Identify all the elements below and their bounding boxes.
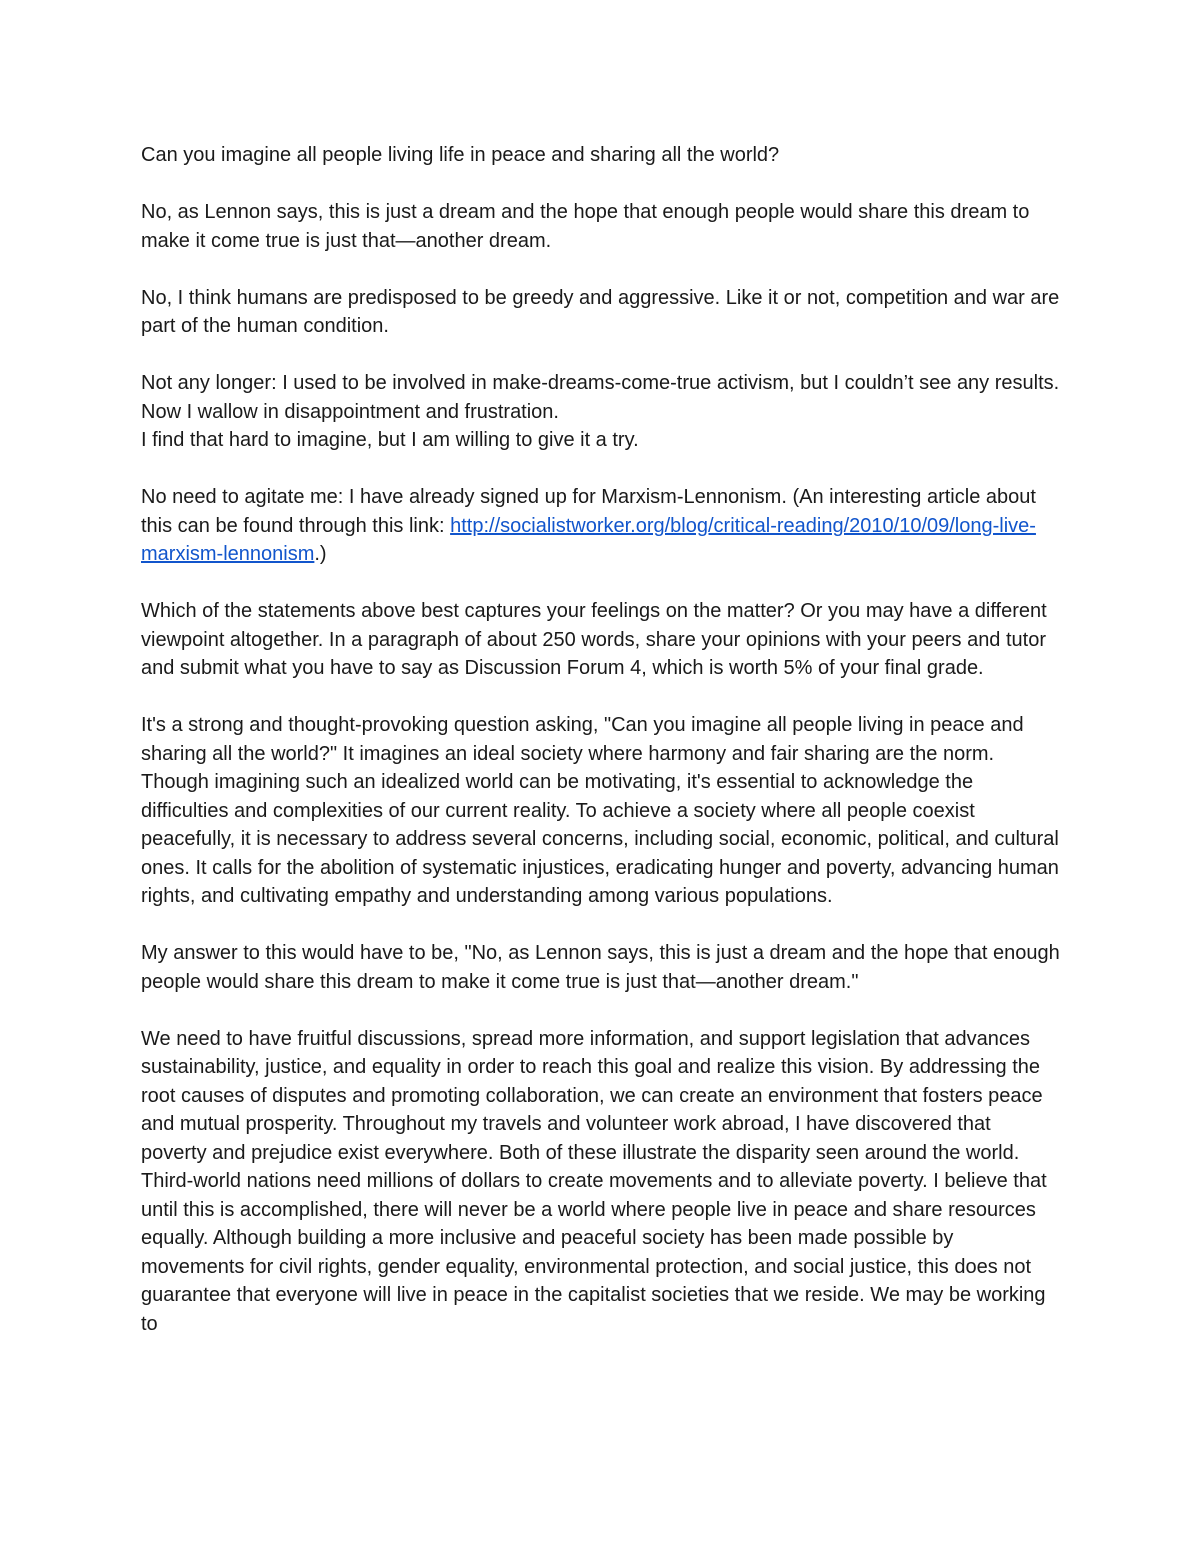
instructions-paragraph: Which of the statements above best captures your feelings on the matter? Or you may have a different viewpoint altogether. In a paragraph of about 250 words, share your opinions with your peers and tutor and submit what you have to say as Discussion Forum 4, which is worth 5% of your final grade. xyxy=(141,600,1047,679)
option-human-nature-paragraph: No, I think humans are predisposed to be greedy and aggressive. Like it or not, competition and war are part of the human condition. xyxy=(141,286,1060,337)
option-lennon-dream-paragraph: No, as Lennon says, this is just a dream and the hope that enough people would share this dream to make it come true is just that—another dream. xyxy=(141,201,1030,252)
question-paragraph: Can you imagine all people living life in peace and sharing all the world? xyxy=(141,144,780,166)
response-body-paragraph: We need to have fruitful discussions, spread more information, and support legislation that advances sustainability, justice, and equality in order to reach this goal and realize this vision. By addressing the root causes of disputes and promoting collaboration, we can create an environment that fosters peace and mutual prosperity. Throughout my travels and volunteer work abroad, I have discovered that poverty and prejudice exist everywhere. Both of these illustrate the disparity seen around the world. Third-world nations need millions of dollars to create movements and to alleviate poverty. I believe that until this is accomplished, there will never be a world where people live in peace and share resources equally. Although building a more inclusive and peaceful society has been made possible by movements for civil rights, gender equality, environmental protection, and social justice, this does not guarantee that everyone will live in peace in the capitalist societies that we reside. We may be working to xyxy=(141,1027,1047,1335)
option-activism-paragraph: Not any longer: I used to be involved in make-dreams-come-true activism, but I couldn’t see any results. Now I wallow in disappointment and frustration. xyxy=(141,372,1060,423)
article-link[interactable]: http://socialistworker.org/blog/critical-reading/2010/10/09/long-live-marxism-lennonism xyxy=(141,514,1036,565)
response-intro-paragraph: It's a strong and thought-provoking question asking, "Can you imagine all people living in peace and sharing all the world?" It imagines an ideal society where harmony and fair sharing are the norm. Though imagining such an idealized world can be motivating, it's essential to acknowledge the difficulties and complexities of our current reality. To achieve a society where all people coexist peacefully, it is necessary to address several concerns, including social, economic, political, and cultural ones. It calls for the abolition of systematic injustices, eradicating hunger and poverty, advancing human rights, and cultivating empathy and understanding among various populations. xyxy=(141,714,1059,907)
option-marxism-lennonism-paragraph xyxy=(141,483,1061,569)
marxism-paragraph-closing: .) xyxy=(314,543,327,565)
response-answer-paragraph: My answer to this would have to be, "No, as Lennon says, this is just a dream and the hope that enough people would share this dream to make it come true is just that—another dream." xyxy=(141,942,1060,993)
option-willing-to-try-paragraph: I find that hard to imagine, but I am willing to give it a try. xyxy=(141,429,639,451)
document-page xyxy=(141,141,1061,1367)
marxism-paragraph-text: No need to agitate me: I have already signed up for Marxism-Lennonism. (An interesting article about this can be found through this link: xyxy=(141,486,1036,537)
